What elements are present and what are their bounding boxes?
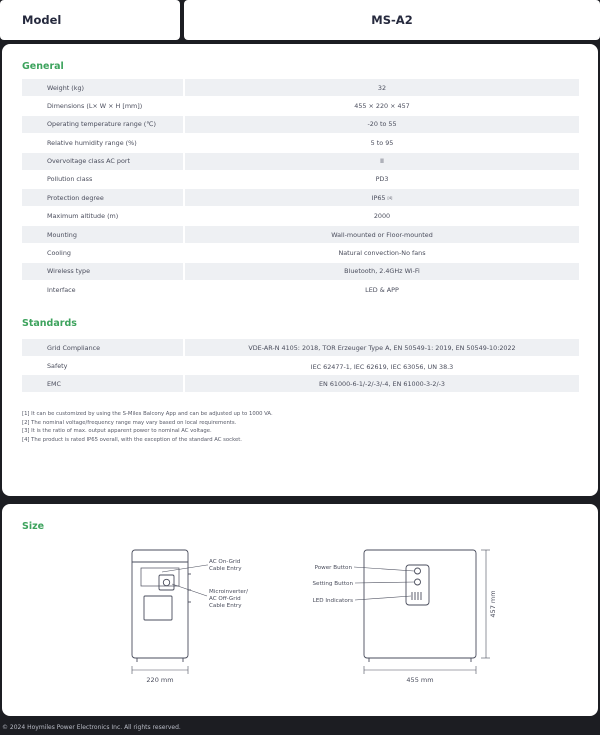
row-value: VDE-AR-N 4105: 2018, TOR Erzeuger Type A, EN 50549-1: 2019, EN 50549-10:2022: [185, 339, 579, 356]
side-width-label: 220 mm: [146, 676, 174, 684]
row-value: 32: [185, 79, 579, 96]
table-row: [22, 281, 579, 299]
row-value: II: [185, 153, 579, 170]
row-value: IEC 62477-1, IEC 62619, IEC 63056, UN 38.3: [310, 363, 454, 371]
copyright: © 2024 Hoymiles Power Electronics Inc. All rights reserved.: [2, 724, 181, 731]
table-row: [22, 339, 579, 357]
row-label: Overvoltage class AC port: [22, 153, 183, 170]
row-value: Bluetooth, 2.4GHz Wi-Fi: [185, 263, 579, 280]
row-value: EN 61000-6-1/-2/-3/-4, EN 61000-3-2/-3: [185, 375, 579, 392]
row-value: 455 × 220 × 457: [354, 101, 410, 110]
callout-ac-on-grid: AC On-Grid: [209, 559, 241, 565]
footnote: [2] The nominal voltage/frequency range may vary based on local requirements.: [22, 419, 237, 426]
row-value: -20 to 55: [185, 116, 579, 133]
table-row: [22, 153, 579, 171]
footnotes: [22, 410, 582, 444]
row-label: Operating temperature range (℃): [22, 116, 183, 133]
standards-section-title: Standards: [22, 318, 77, 329]
callout-power-button: Power Button: [314, 565, 352, 571]
row-label: EMC: [22, 375, 183, 392]
row-label: Grid Compliance: [22, 339, 183, 356]
table-row: [22, 375, 579, 393]
table-row: [22, 79, 579, 97]
general-section-title: General: [22, 61, 64, 72]
row-value: 5 to 95: [370, 138, 394, 147]
size-section-title: Size: [22, 521, 45, 532]
footnote-ref: [4]: [387, 195, 393, 200]
table-row: [22, 134, 579, 152]
spec-card: [2, 44, 598, 496]
front-view-drawing: [364, 550, 476, 662]
table-row: [22, 97, 579, 115]
callout-ac-off-grid: AC Off-Grid: [209, 596, 241, 602]
model-value: MS-A2: [371, 13, 413, 27]
front-width-dimension: [364, 666, 476, 674]
standards-table: [22, 339, 579, 393]
table-row: [22, 245, 579, 263]
row-label: Maximum altitude (m): [47, 212, 119, 221]
row-label: Relative humidity range (%): [47, 138, 137, 147]
row-label: Mounting: [22, 226, 183, 243]
footnote: [3] It is the ratio of max. output apparent power to nominal AC voltage.: [22, 428, 212, 435]
row-label: Weight (kg): [22, 79, 183, 96]
table-row: [22, 226, 579, 244]
footnote: [4] The product is rated IP65 overall, with the exception of the standard AC socket.: [22, 436, 242, 443]
row-label: Pollution class: [47, 175, 93, 184]
row-label: Safety: [47, 361, 68, 370]
table-row: [22, 263, 579, 281]
table-row: [22, 189, 579, 207]
row-label: Dimensions (L× W × H [mm]): [47, 101, 143, 110]
table-row: [22, 208, 579, 226]
callout-cable-entry: Cable Entry: [209, 566, 242, 572]
side-view-drawing: [132, 550, 191, 662]
table-row: [22, 116, 579, 134]
size-diagram: [2, 504, 598, 716]
callout-led-indicators: LED Indicators: [312, 598, 353, 604]
table-row: [22, 171, 579, 189]
row-value: Natural convection-No fans: [338, 249, 426, 258]
model-header-label-cell: [0, 0, 180, 40]
row-label: Protection degree: [22, 189, 183, 206]
size-card: [2, 504, 598, 716]
side-width-dimension: [132, 666, 188, 674]
row-value: LED & APP: [365, 285, 399, 294]
footnote: [1] It can be customized by using the S-Miles Balcony App and can be adjusted up to 1000 VA.: [22, 411, 273, 417]
row-value: [185, 189, 579, 206]
row-value: 2000: [373, 212, 391, 221]
general-table: [22, 79, 579, 300]
front-width-label: 455 mm: [406, 676, 434, 684]
row-value: Wall-mounted or Floor-mounted: [185, 226, 579, 243]
protection-degree-value: IP65: [371, 193, 386, 202]
model-header-value-cell: [184, 0, 600, 40]
table-row: [22, 357, 579, 375]
row-label: Wireless type: [22, 263, 183, 280]
callout-microinverter: Microinverter/: [209, 589, 249, 595]
row-value: PD3: [375, 175, 389, 184]
model-label: Model: [22, 13, 62, 27]
row-label: Interface: [47, 285, 76, 294]
callout-setting-button: Setting Button: [312, 581, 353, 587]
front-height-label: 457 mm: [489, 590, 497, 618]
row-label: Cooling: [47, 249, 71, 258]
callout-cable-entry-2: Cable Entry: [209, 603, 242, 609]
front-callout-lines: [354, 567, 414, 600]
